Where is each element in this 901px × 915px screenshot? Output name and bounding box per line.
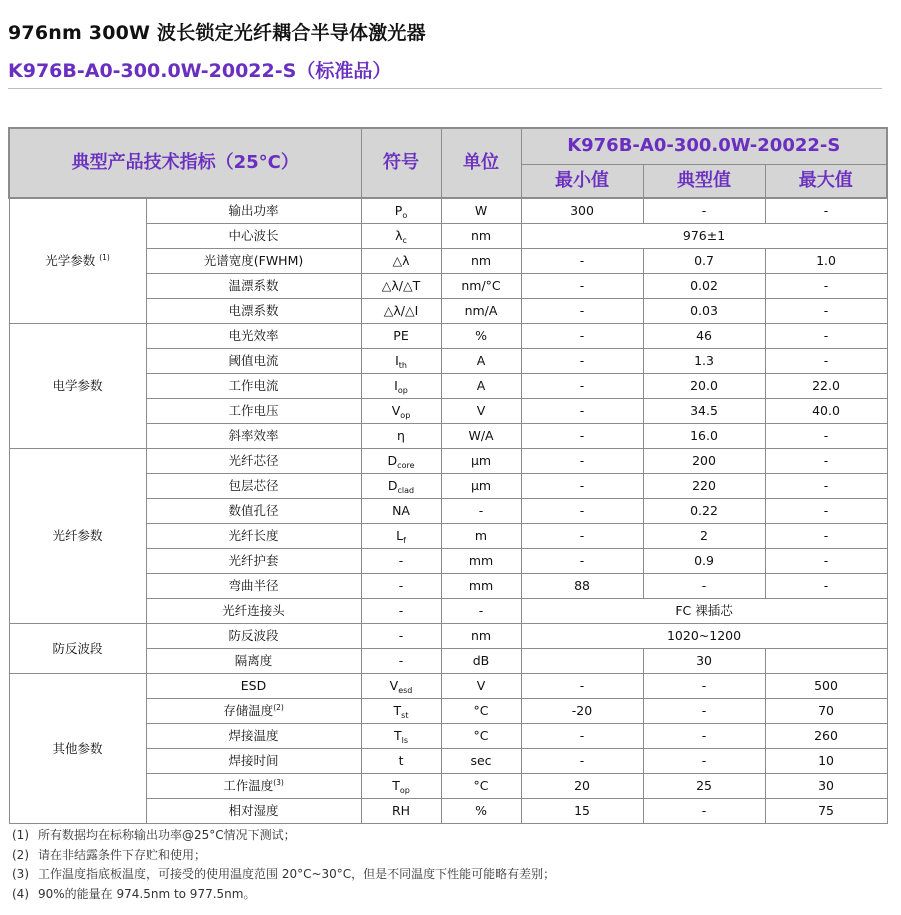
table-row: 工作温度$^{(3)}$ $T_{op}$ °C 20 25 30 — [9, 774, 887, 799]
table-row: 焊接时间 t sec - - 10 — [9, 749, 887, 774]
table-row: 斜率效率 η W/A - 16.0 - — [9, 424, 887, 449]
symbol-cell: $L_f$ — [361, 524, 441, 549]
symbol-cell: $V_{op}$ — [361, 399, 441, 424]
table-row: 光谱宽度(FWHM) △λ nm - 0.7 1.0 — [9, 249, 887, 274]
group-other: 其他参数 — [9, 674, 146, 824]
footnotes — [12, 826, 555, 904]
table-row: 光纤长度 $L_f$ m - 2 - — [9, 524, 887, 549]
table-row: 隔离度 - dB 30 — [9, 649, 887, 674]
table-row: 其他参数 ESD $V_{esd}$ V - - 500 — [9, 674, 887, 699]
header-min: 最小值 — [521, 164, 643, 198]
table-row: 电学参数 电光效率 PE % - 46 - — [9, 324, 887, 349]
header-unit: 单位 — [441, 128, 521, 198]
table-row: 弯曲半径 - mm 88 - - — [9, 574, 887, 599]
table-row: 光学参数 $^{(1)}$ 输出功率 $P_o$ W 300 - - — [9, 198, 887, 224]
symbol-cell: $V_{esd}$ — [361, 674, 441, 699]
table-row: 电漂系数 △λ/△I nm/A - 0.03 - — [9, 299, 887, 324]
table-row: 中心波长 $\lambda_c$ nm 976±1 — [9, 224, 887, 249]
table-row: 防反波段 防反波段 - nm 1020~1200 — [9, 624, 887, 649]
symbol-cell: $T_{op}$ — [361, 774, 441, 799]
page-title: 976nm 300W 波长锁定光纤耦合半导体激光器 — [8, 22, 426, 44]
footnote: (3) 工作温度指底板温度，可接受的使用温度范围 20°C~30°C，但是不同温度下性能可能略有差别； — [12, 867, 556, 881]
symbol-cell: $T_{ls}$ — [361, 724, 441, 749]
table-row: 温漂系数 △λ/△T nm/°C - 0.02 - — [9, 274, 887, 299]
symbol-cell: $\lambda_c$ — [361, 224, 441, 249]
group-electrical: 电学参数 — [9, 324, 146, 449]
symbol-cell: $D_{core}$ — [361, 449, 441, 474]
symbol-cell: $P_o$ — [361, 198, 441, 224]
table-body — [9, 198, 887, 824]
symbol-cell: $I_{th}$ — [361, 349, 441, 374]
table-row: 数值孔径 NA - - 0.22 - — [9, 499, 887, 524]
table-row: 焊接温度 $T_{ls}$ °C - - 260 — [9, 724, 887, 749]
header-max: 最大值 — [765, 164, 887, 198]
footnote: (4) 90%的能量在 974.5nm to 977.5nm。 — [12, 886, 256, 901]
divider — [8, 88, 882, 89]
header-symbol: 符号 — [361, 128, 441, 198]
table-row: 包层芯径 $D_{clad}$ μm - 220 - — [9, 474, 887, 499]
table-row: 光纤连接头 - - FC 裸插芯 — [9, 599, 887, 624]
table-row: 相对湿度 RH % 15 - 75 — [9, 799, 887, 824]
group-antireflect: 防反波段 — [9, 624, 146, 674]
table-row: 工作电压 $V_{op}$ V - 34.5 40.0 — [9, 399, 887, 424]
table-row: 存储温度$^{(2)}$ $T_{st}$ °C -20 - 70 — [9, 699, 887, 724]
spec-table — [8, 127, 888, 824]
header-typ: 典型值 — [643, 164, 765, 198]
table-row: 工作电流 $I_{op}$ A - 20.0 22.0 — [9, 374, 887, 399]
header-param: 典型产品技术指标（25°C） — [9, 128, 361, 198]
model-subtitle: K976B-A0-300.0W-20022-S（标准品） — [8, 60, 392, 82]
group-optical: 光学参数 $^{(1)}$ — [9, 198, 146, 324]
table-row: 阈值电流 $I_{th}$ A - 1.3 - — [9, 349, 887, 374]
symbol-cell: $I_{op}$ — [361, 374, 441, 399]
symbol-cell: $T_{st}$ — [361, 699, 441, 724]
footnote: (1) 所有数据均在标称输出功率@25°C情况下测试； — [12, 828, 296, 842]
header-model: K976B-A0-300.0W-20022-S — [521, 128, 887, 164]
table-row: 光纤参数 光纤芯径 $D_{core}$ μm - 200 - — [9, 449, 887, 474]
footnote: (2) 请在非结露条件下存贮和使用； — [12, 847, 207, 862]
table-row: 光纤护套 - mm - 0.9 - — [9, 549, 887, 574]
symbol-cell: $D_{clad}$ — [361, 474, 441, 499]
group-fiber: 光纤参数 — [9, 449, 146, 624]
